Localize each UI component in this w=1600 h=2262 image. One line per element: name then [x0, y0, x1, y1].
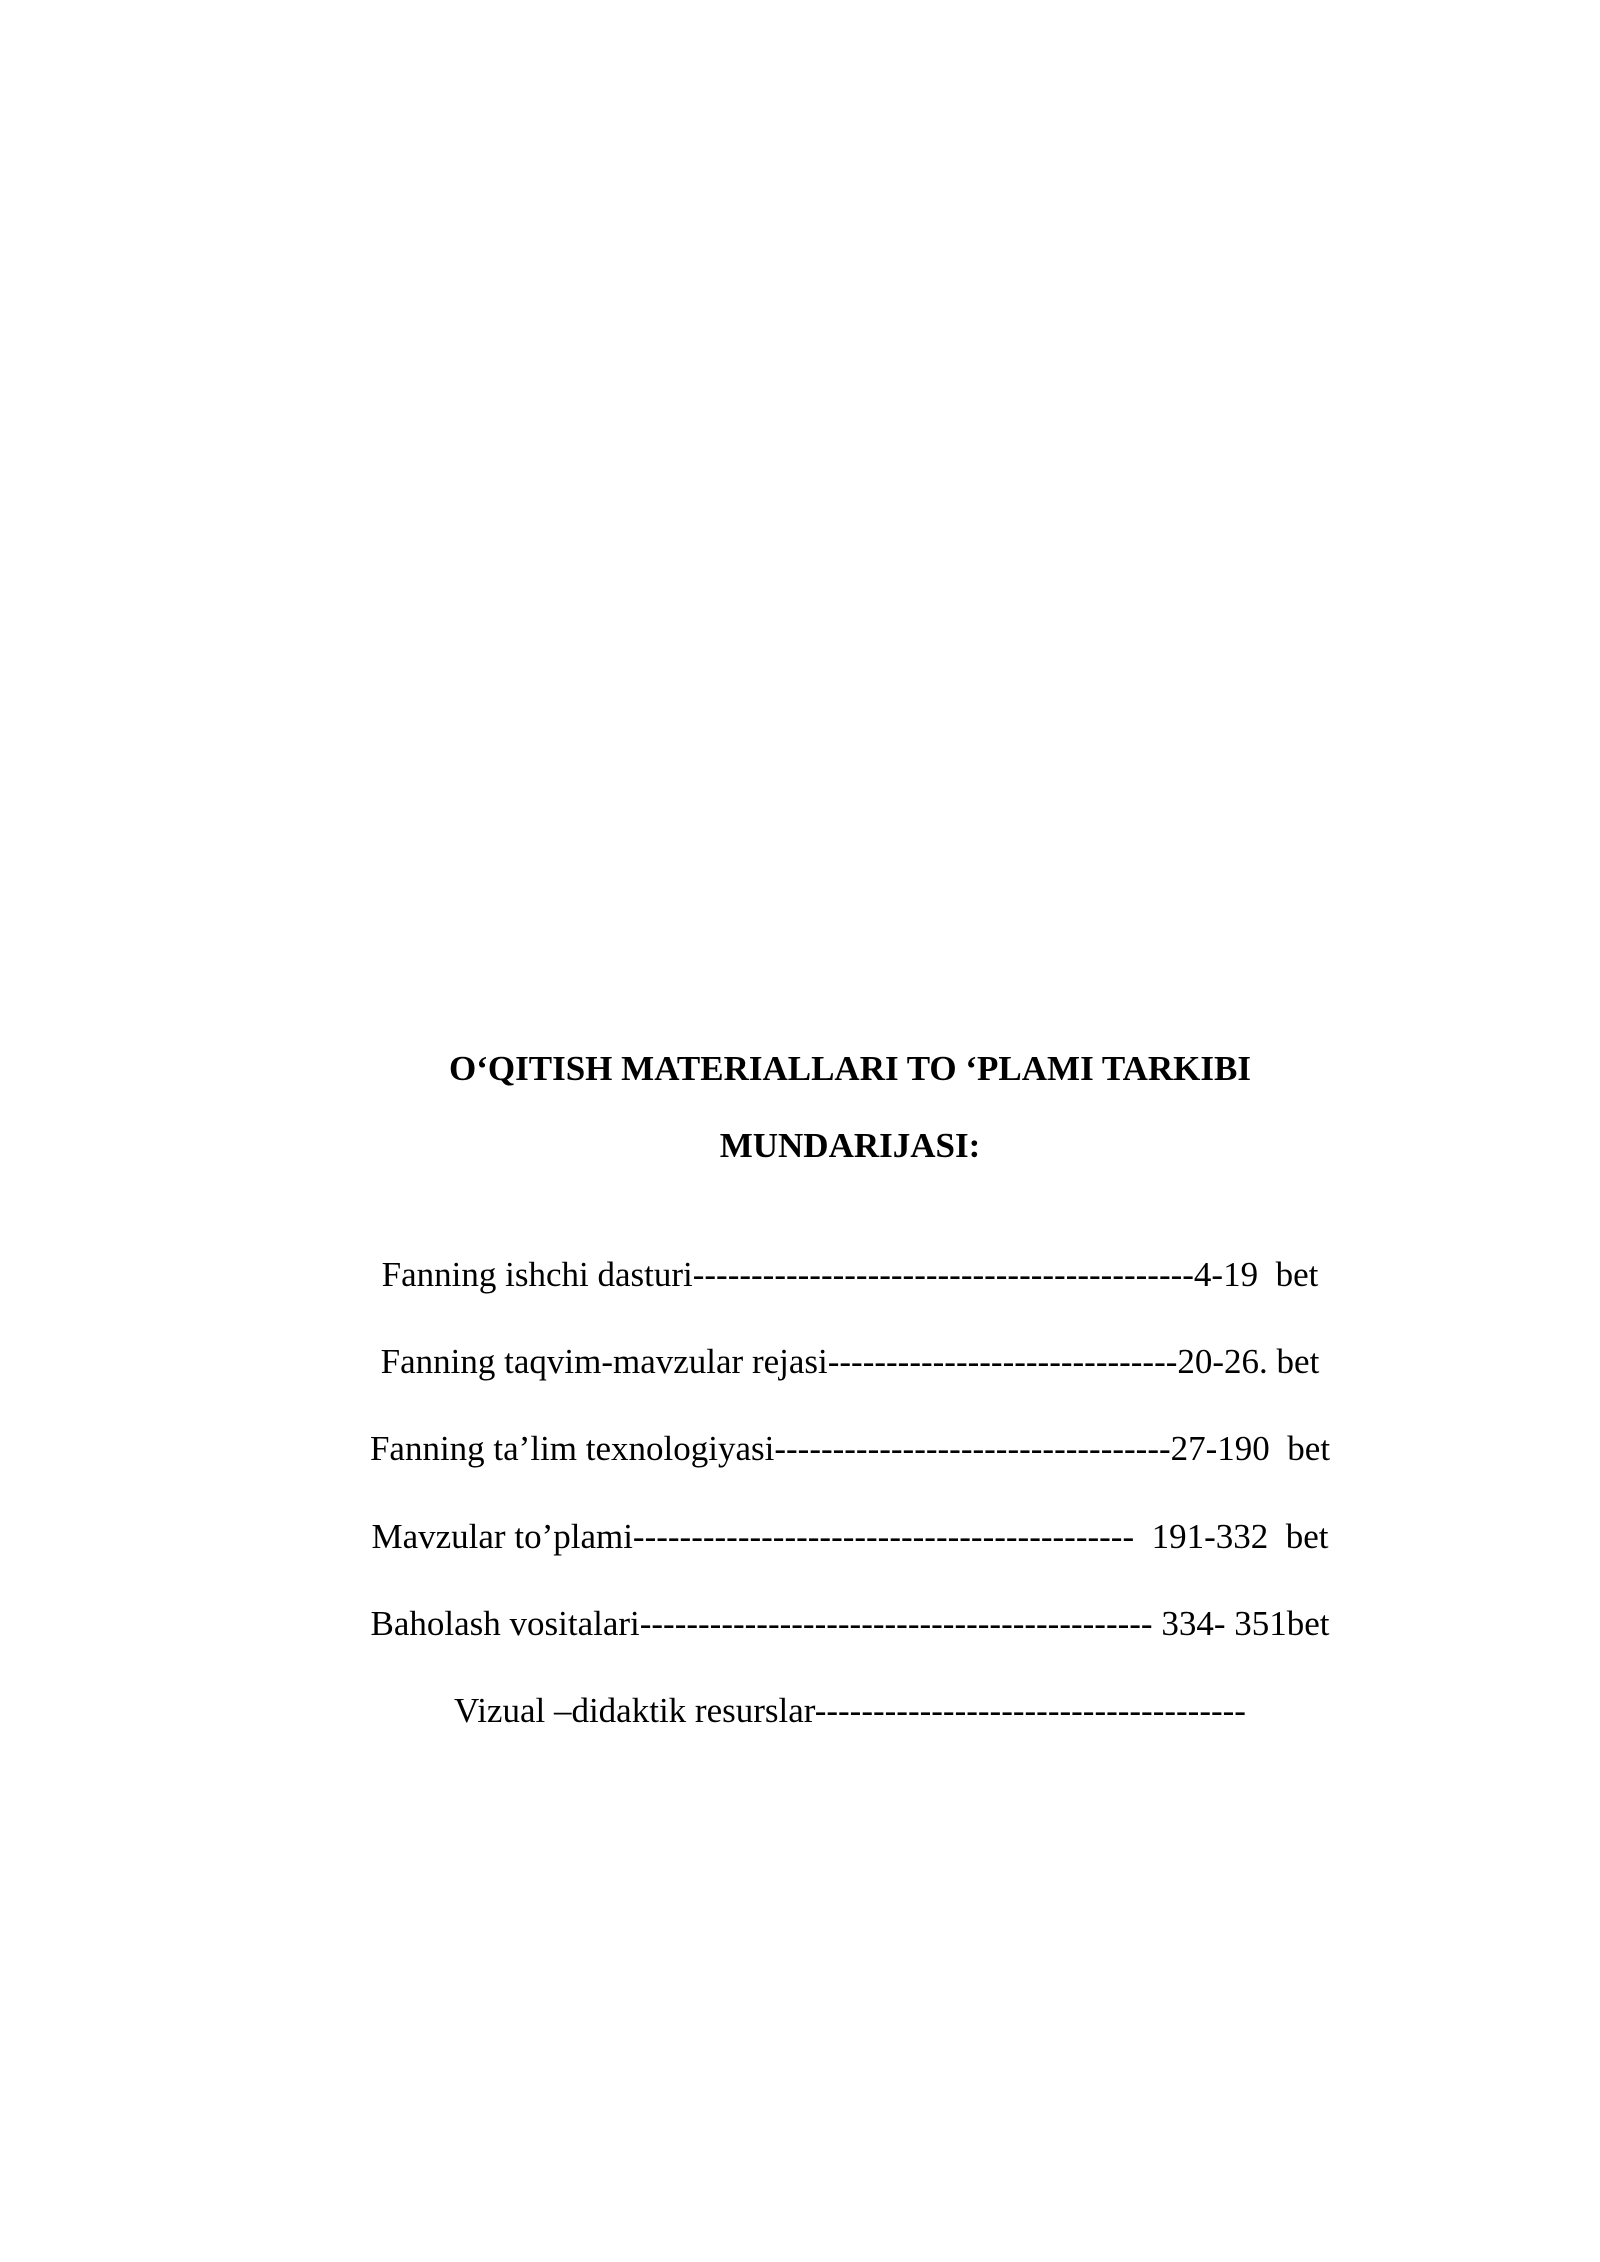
toc-entry: Fanning taqvim-mavzular rejasi------------------------------20-26. bet [380, 1342, 1320, 1381]
toc-entry: Fanning ta’lim texnologiyasi----------------------------------27-190 bet [369, 1429, 1331, 1468]
toc-entry: Baholash vositalari-------------------------------------------- 334- 351bet [370, 1604, 1330, 1643]
document-title: O‘QITISH MATERIALLARI TO ‘PLAMI TARKIBI [449, 1049, 1251, 1088]
toc-entry: Vizual –didaktik resurslar------------------------------------- [454, 1691, 1246, 1730]
document-subtitle: MUNDARIJASI: [719, 1126, 981, 1165]
toc-entry: Fanning ishchi dasturi-------------------------------------------4-19 bet [381, 1255, 1319, 1294]
toc-entry: Mavzular to’plami------------------------------------------- 191-332 bet [371, 1517, 1329, 1556]
